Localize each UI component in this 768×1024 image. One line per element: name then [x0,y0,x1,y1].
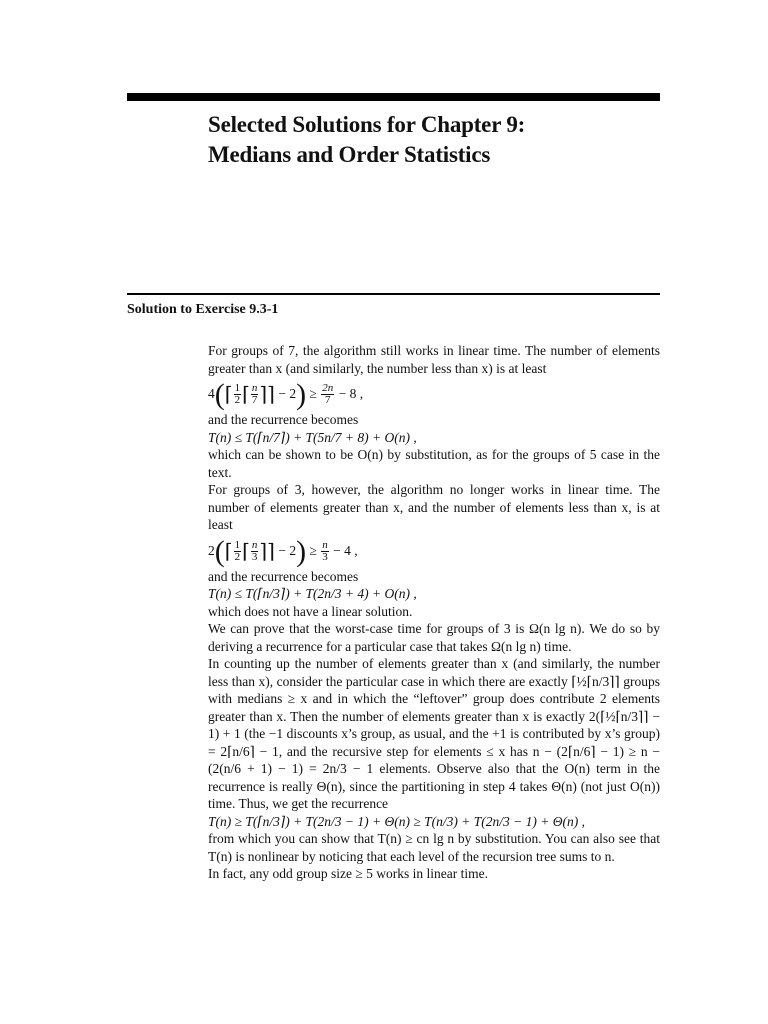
top-rule [127,93,660,101]
eq1-geq: ≥ [309,386,317,401]
eq1-2n-over-7: $\frac{2n}{7}$ [322,382,334,407]
paragraph-9: from which you can show that T(n) ≥ cn lg n by substitution. You can also see that T(n) is nonlinear by noticing that each level of the recursion tree sums to n. [208,831,660,864]
eq3-n-over-3-rhs: $\frac{n}{3}$ [322,538,328,563]
equation-1: 4(⌈ $\frac{1}{2}$ ⌈ $\frac{n}{7}$ ⌉⌉ − 2) ≥ $\frac{2n}{7}$ − 8 , [208,377,364,411]
equation-4: T(n) ≤ T(⌈n/3⌉) + T(2n/3 + 4) + O(n) , [208,586,417,601]
paragraph-3: which can be shown to be O(n) by substitution, as for the groups of 5 case in the text. [208,447,660,480]
eq1-half: $\frac{1}{2}$ [234,382,241,407]
paragraph-1: For groups of 7, the algorithm still works in linear time. The number of elements greater than x (and similarly, the number less than x) is at least [208,343,660,376]
eq3-n-over-3: $\frac{n}{3}$ [251,538,258,563]
exercise-heading: Solution to Exercise 9.3-1 [127,302,279,317]
chapter-title-line1: Selected Solutions for Chapter 9: [208,112,526,137]
chapter-title-line2: Medians and Order Statistics [208,142,491,167]
section-rule [127,293,660,295]
equation-2: T(n) ≤ T(⌈n/7⌉) + T(5n/7 + 8) + O(n) , [208,429,417,445]
paragraph-6: which does not have a linear solution. [208,603,413,619]
eq3-tail: − 4 , [333,542,358,558]
eq3-half: $\frac{1}{2}$ [234,538,241,563]
chapter-title [208,110,658,170]
paragraph-10: In fact, any odd group size ≥ 5 works in linear time. [208,866,488,881]
eq1-n-over-7: $\frac{n}{7}$ [251,382,258,407]
eq3-minus2: − 2 [278,542,297,558]
paragraph-7: We can prove that the worst-case time for groups of 3 is Ω(n lg n). We do so by deriving a recurrence for a particular case that takes Ω(n lg n) time. [208,621,660,654]
eq1-minus2: − 2 [278,386,297,401]
eq1-tail: − 8 , [338,386,364,401]
equation-5: T(n) ≥ T(⌈n/3⌉) + T(2n/3 − 1) + Θ(n) ≥ T(n/3) + T(2n/3 − 1) + Θ(n) , [208,813,585,829]
paragraph-4: For groups of 3, however, the algorithm no longer works in linear time. The number of elements greater than x, and the number of elements less than x, is at least [208,482,660,532]
eq3-coef: 2 [208,542,215,558]
equation-3: 2(⌈ $\frac{1}{2}$ ⌈ $\frac{n}{3}$ ⌉⌉ − 2) ≥ $\frac{n}{3}$ − 4 , [208,534,358,568]
paragraph-2: and the recurrence becomes [208,412,359,427]
eq3-geq: ≥ [309,542,317,558]
paragraph-8: In counting up the number of elements greater than x (and similarly, the number less than x), consider the particular case in which there are exactly ⌈½⌈n/3⌉⌉ groups with medians ≥ x and in which the “leftover” group does contribute 2 elements greater than x. Then the number of elements greater than x is exactly 2(⌈½⌈n/3⌉⌉ − 1) + 1 (the −1 discounts x’s group, as usual, and the +1 is contributed by x’s group) = 2⌈n/6⌉ − 1, and the recursive step for elements ≤ x has n − (2⌈n/6⌉ − 1) ≥ n − (2(n/6 + 1) − 1) = 2n/3 − 1 elements. Observe also that the O(n) term in the recurrence is really Θ(n), since the partitioning in step 4 takes Θ(n) (not just O(n)) time. Thus, we get the recurrence [208,656,660,811]
solution-body [208,342,660,883]
paragraph-5: and the recurrence becomes [208,568,359,584]
eq1-coef: 4 [208,386,215,401]
